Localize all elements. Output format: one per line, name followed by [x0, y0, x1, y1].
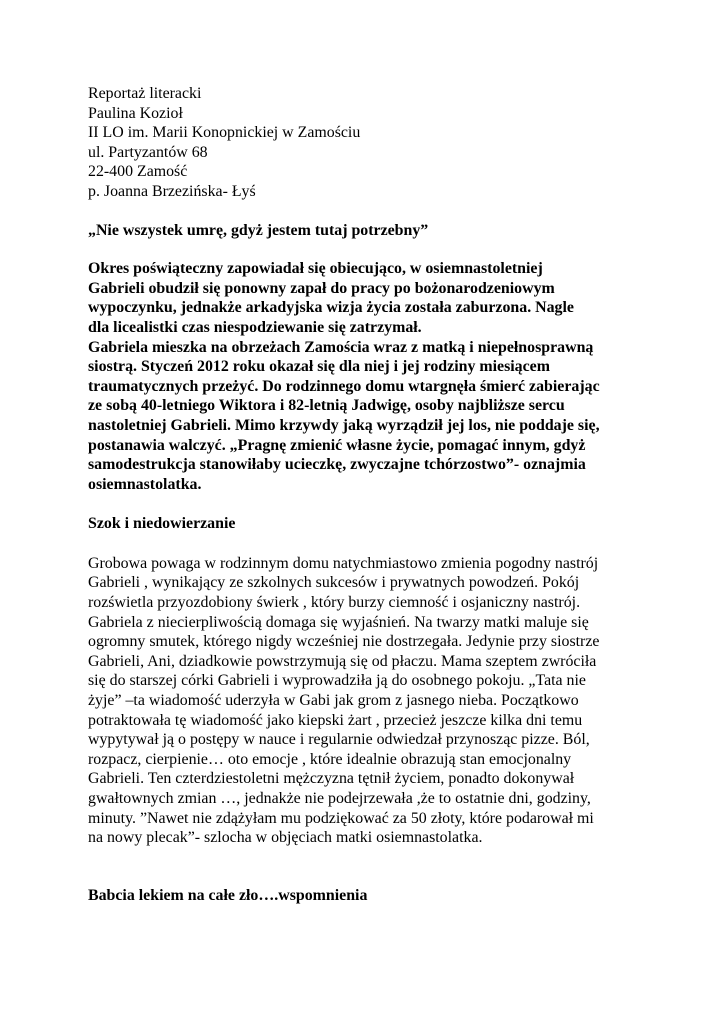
body-line: rozpacz, cierpienie… oto emocje , które idealnie obrazują stan emocjonalny: [88, 750, 572, 768]
body-line: Gabrieli, Ani, dziadkowie powstrzymują się od płaczu. Mama szeptem zwróciła: [88, 652, 597, 670]
header-line: II LO im. Marii Konopnickiej w Zamościu: [88, 124, 361, 142]
lead-line: siostrą. Styczeń 2012 roku okazał się dla niej i jej rodziny miesiącem: [88, 358, 550, 376]
body-line: na nowy plecak”- szlocha w objęciach matki osiemnastolatka.: [88, 829, 483, 847]
body-line: Gabrieli , wynikający ze szkolnych sukcesów i prywatnych powodzeń. Pokój: [88, 574, 580, 592]
lead-line: wypoczynku, jednakże arkadyjska wizja życia została zaburzona. Nagle: [88, 299, 574, 317]
header-line: p. Joanna Brzezińska- Łyś: [88, 182, 256, 200]
body-line: gwałtownych zmian …, jednakże nie podejrzewała ,że to ostatnie dni, godziny,: [88, 790, 591, 807]
header-line: 22-400 Zamość: [88, 163, 188, 181]
lead-line: Gabrieli obudził się ponowny zapał do pracy po bożonarodzeniowym: [88, 279, 555, 297]
body-line: rozświetla przyozdobiony świerk , który burzy ciemność i osjaniczny nastrój.: [88, 594, 581, 612]
section-body: [88, 554, 648, 848]
body-line: minuty. ”Nawet nie zdążyłam mu podziękować za 50 złoty, które podarował mi: [88, 809, 594, 827]
lead-line: osiemnastolatka.: [88, 475, 202, 493]
lead-line: traumatycznych przeżyć. Do rodzinnego domu wtargnęła śmierć zabierając: [88, 377, 600, 395]
header-line: Paulina Kozioł: [88, 104, 183, 122]
body-line: wypytywał ją o postępy w nauce i regularnie odwiedzał przynosząc pizze. Ból,: [88, 731, 590, 749]
body-line: żyje” –ta wiadomość uderzyła w Gabi jak grom z jasnego nieba. Początkowo: [88, 692, 579, 710]
lead-line: ze sobą 40-letniego Wiktora i 82-letnią Jadwigę, osoby najbliższe sercu: [88, 397, 565, 415]
section-heading: Babcia lekiem na całe zło….wspomnienia: [88, 886, 368, 904]
lead-line: postanawia walczyć. „Pragnę zmienić własne życie, pomagać innym, gdyż: [88, 436, 586, 454]
lead-line: dla licealistki czas niespodziewanie się zatrzymał.: [88, 318, 422, 336]
body-line: Grobowa powaga w rodzinnym domu natychmiastowo zmienia pogodny nastrój: [88, 554, 599, 572]
lead-line: nastoletniej Gabrieli. Mimo krzywdy jaką wyrządził jej los, nie poddaje się,: [88, 416, 600, 434]
header-line: ul. Partyzantów 68: [88, 143, 208, 161]
lead-line: Gabriela mieszka na obrzeżach Zamościa wraz z matką i niepełnosprawną: [88, 338, 594, 356]
body-line: się do starszej córki Gabrieli i wyprowadziła ją do osobnego pokoju. „Tata nie: [88, 672, 586, 690]
body-line: Gabrieli. Ten czterdziestoletni mężczyzna tętnił życiem, ponadto dokonywał: [88, 770, 575, 788]
section-heading: Szok i niedowierzanie: [88, 515, 236, 533]
lead-paragraph: [88, 259, 648, 494]
article-title: „Nie wszystek umrę, gdyż jestem tutaj potrzebny”: [88, 221, 429, 239]
header-line: Reportaż literacki: [88, 85, 202, 102]
lead-line: samodestrukcja stanowiłaby ucieczkę, zwyczajne tchórzostwo”- oznajmia: [88, 456, 586, 474]
document-page: [88, 84, 648, 905]
lead-line: Okres poświąteczny zapowiadał się obiecująco, w osiemnastoletniej: [88, 260, 543, 278]
body-line: Gabriela z niecierpliwością domaga się wyjaśnień. Na twarzy matki maluje się: [88, 613, 589, 631]
header-block: [88, 84, 648, 202]
body-line: ogromny smutek, którego nigdy wcześniej nie dostrzegała. Jedynie przy siostrze: [88, 633, 600, 651]
body-line: potraktowała tę wiadomość jako kiepski żart , przecież jeszcze kilka dni temu: [88, 711, 583, 729]
